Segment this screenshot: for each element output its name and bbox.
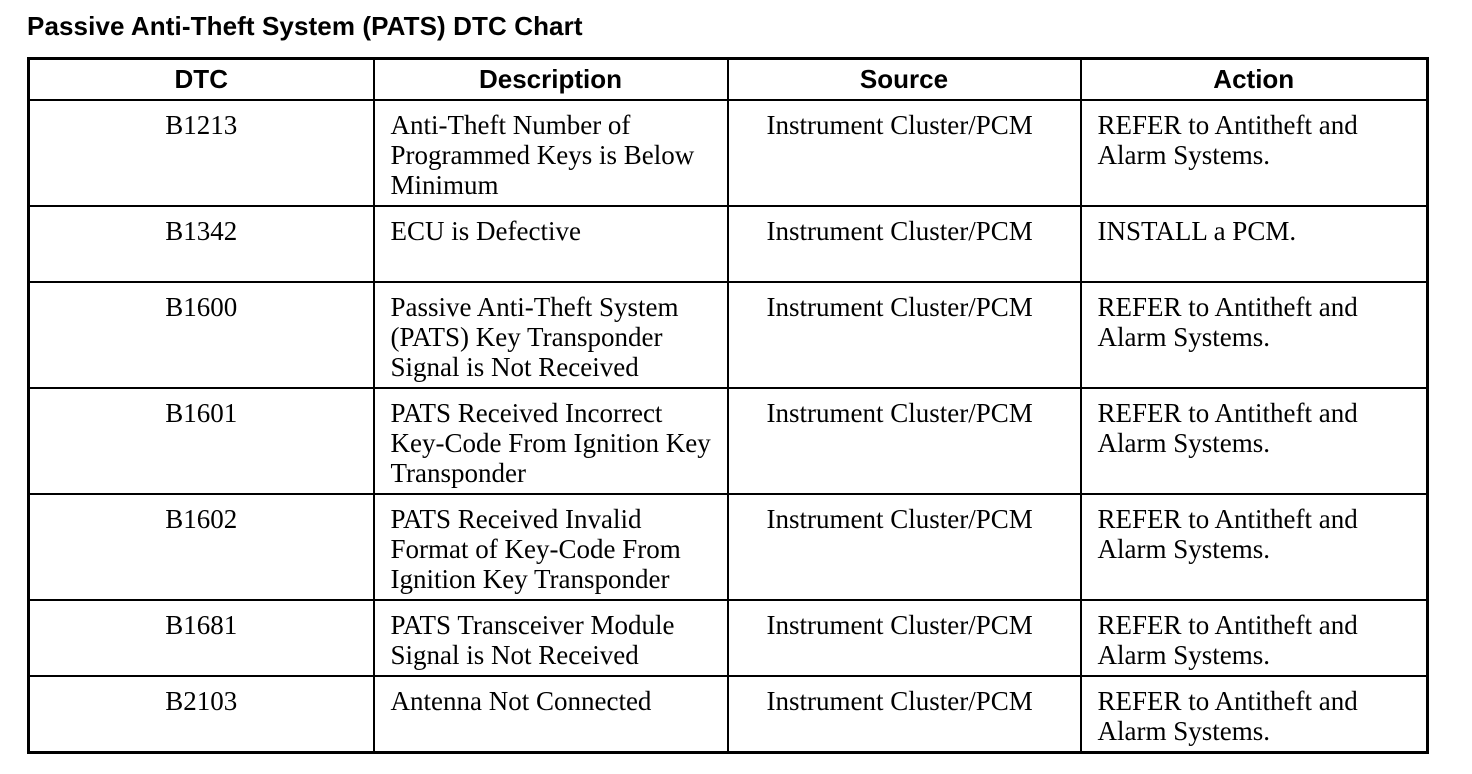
table-row [29,494,1428,600]
column-header-description: Description [374,59,728,101]
action-cell: REFER to Antitheft and Alarm Systems. [1081,676,1428,753]
description-cell: ECU is Defective [374,206,728,282]
action-cell: INSTALL a PCM. [1081,206,1428,282]
dtc-code-cell: B1601 [29,388,374,494]
table-header-row [29,59,1428,101]
table-row [29,100,1428,206]
source-cell: Instrument Cluster/PCM [728,100,1081,206]
page-title: Passive Anti-Theft System (PATS) DTC Chart [27,11,583,41]
dtc-code-cell: B1213 [29,100,374,206]
source-cell: Instrument Cluster/PCM [728,676,1081,753]
description-cell: PATS Transceiver Module Signal is Not Received [374,600,728,676]
source-cell: Instrument Cluster/PCM [728,282,1081,388]
dtc-code-cell: B1342 [29,206,374,282]
action-cell: REFER to Antitheft and Alarm Systems. [1081,494,1428,600]
source-cell: Instrument Cluster/PCM [728,600,1081,676]
description-cell: PATS Received Invalid Format of Key-Code From Ignition Key Transponder [374,494,728,600]
dtc-table [27,57,1429,754]
dtc-code-cell: B1600 [29,282,374,388]
description-cell: PATS Received Incorrect Key-Code From Ignition Key Transponder [374,388,728,494]
action-cell: REFER to Antitheft and Alarm Systems. [1081,282,1428,388]
column-header-action: Action [1081,59,1428,101]
column-header-source: Source [728,59,1081,101]
action-cell: REFER to Antitheft and Alarm Systems. [1081,388,1428,494]
source-cell: Instrument Cluster/PCM [728,388,1081,494]
description-cell: Anti-Theft Number of Programmed Keys is Below Minimum [374,100,728,206]
table-row [29,388,1428,494]
description-cell: Passive Anti-Theft System (PATS) Key Transponder Signal is Not Received [374,282,728,388]
table-row [29,206,1428,282]
dtc-code-cell: B1602 [29,494,374,600]
action-cell: REFER to Antitheft and Alarm Systems. [1081,600,1428,676]
dtc-code-cell: B2103 [29,676,374,753]
dtc-code-cell: B1681 [29,600,374,676]
column-header-dtc: DTC [29,59,374,101]
source-cell: Instrument Cluster/PCM [728,494,1081,600]
description-cell: Antenna Not Connected [374,676,728,753]
source-cell: Instrument Cluster/PCM [728,206,1081,282]
table-row [29,282,1428,388]
table-row [29,600,1428,676]
action-cell: REFER to Antitheft and Alarm Systems. [1081,100,1428,206]
table-row [29,676,1428,753]
